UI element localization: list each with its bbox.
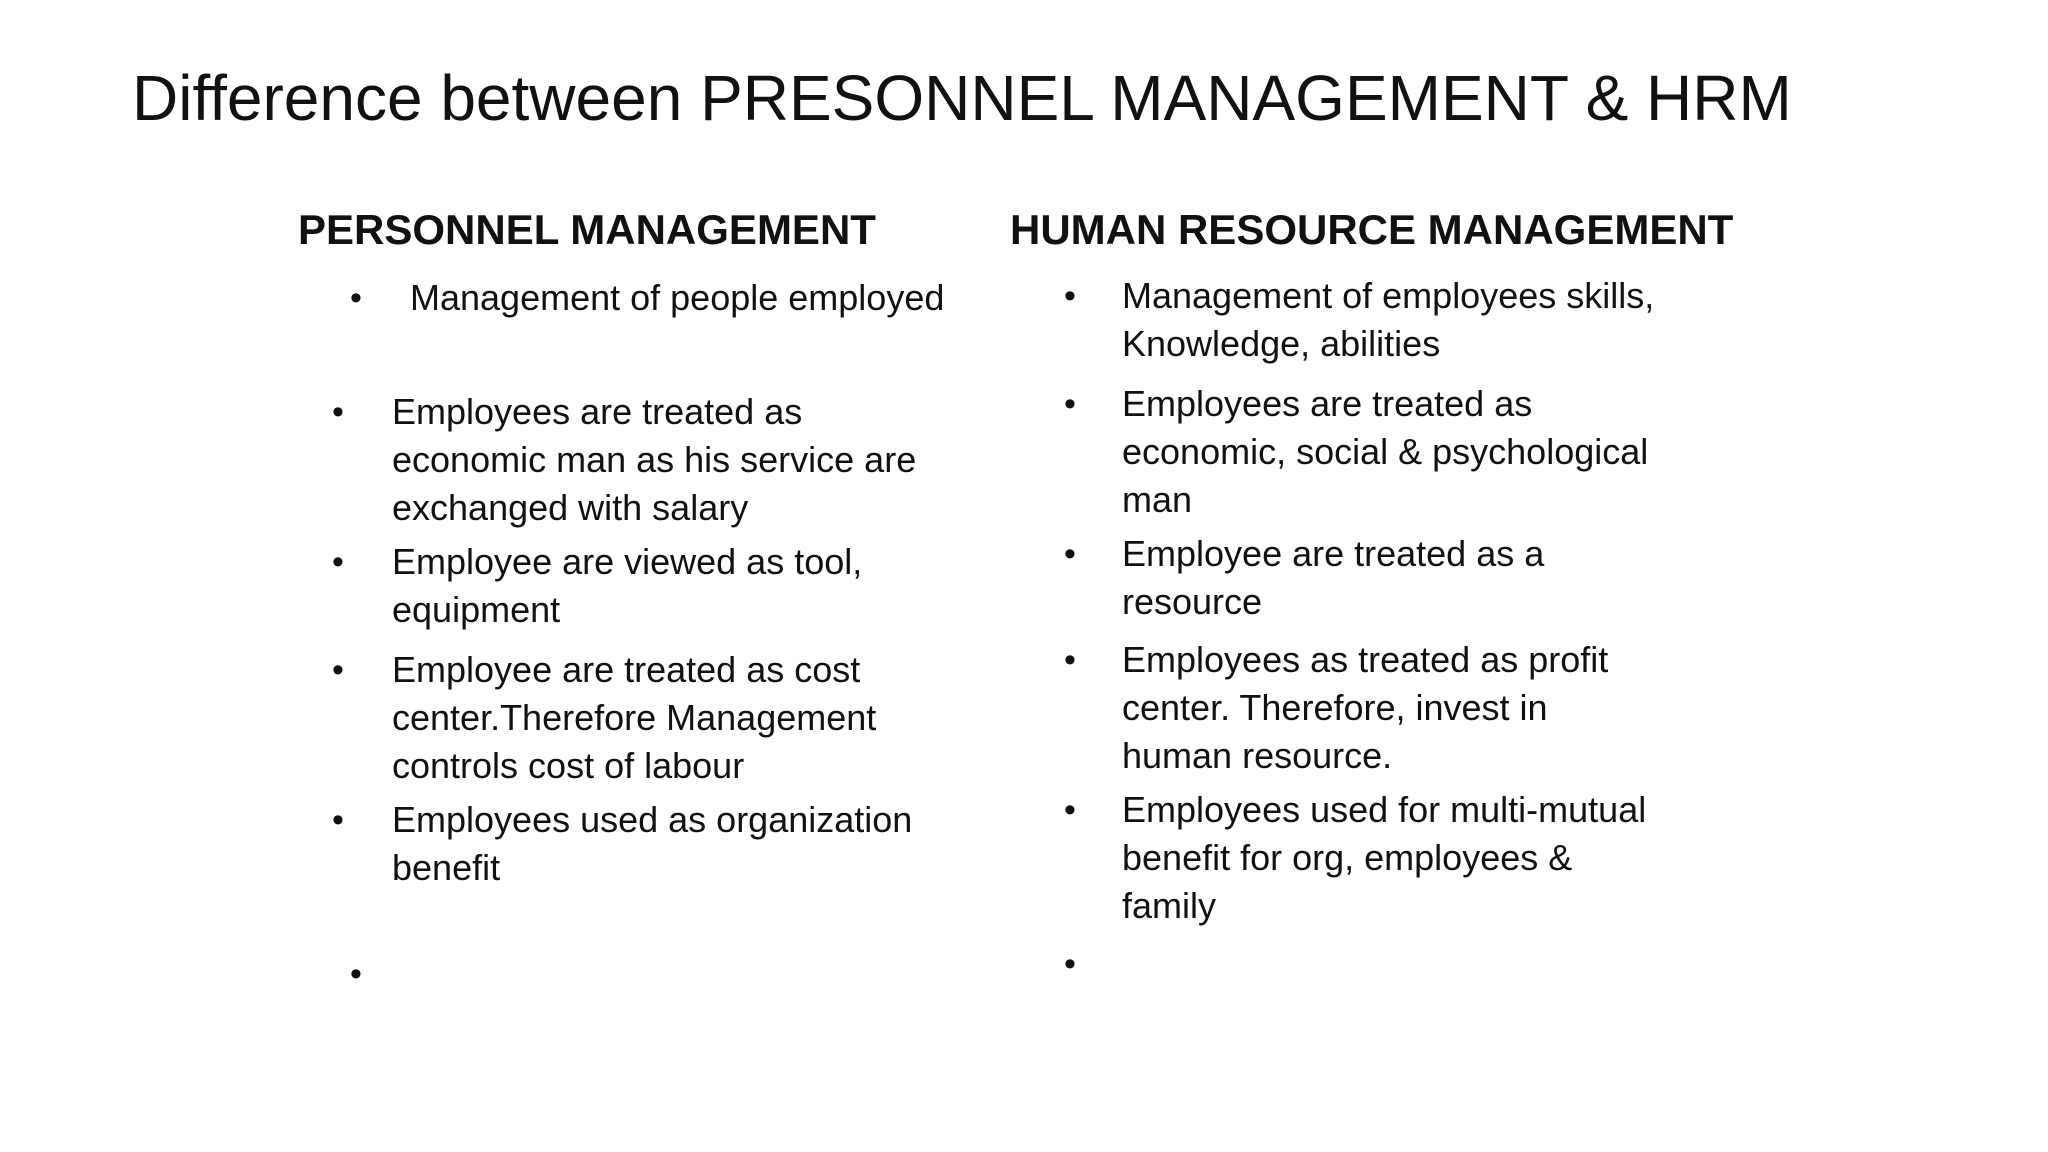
- bullet-icon: •: [1064, 535, 1076, 573]
- bullet-icon: •: [1064, 385, 1076, 423]
- bullet-icon: •: [350, 279, 362, 317]
- bullet-icon: •: [1064, 791, 1076, 829]
- personnel-management-heading: PERSONNEL MANAGEMENT: [298, 206, 876, 253]
- hrm-heading: HUMAN RESOURCE MANAGEMENT: [1010, 206, 1734, 253]
- bullet-icon: •: [332, 543, 344, 581]
- bullet-icon: •: [332, 801, 344, 839]
- bullet-icon: •: [350, 955, 362, 993]
- bullet-icon: •: [1064, 641, 1076, 679]
- hrm-bullet-1-text: Management of employees skills, Knowledge, abilities: [1122, 275, 1655, 364]
- hrm-bullet-5-text: Employees used for multi-mutual benefit for org, employees & family: [1122, 789, 1647, 926]
- pm-bullet-1-text: Management of people employed: [410, 277, 945, 318]
- pm-bullet-2-text: Employees are treated as economic man as his service are exchanged with salary: [392, 391, 917, 528]
- pm-bullet-5-text: Employees used as organization benefit: [392, 799, 913, 888]
- bullet-icon: •: [332, 393, 344, 431]
- hrm-bullet-4-text: Employees as treated as profit center. Therefore, invest in human resource.: [1122, 639, 1609, 776]
- hrm-bullet-2-text: Employees are treated as economic, social & psychological man: [1122, 383, 1649, 520]
- bullet-icon: •: [332, 651, 344, 689]
- bullet-icon: •: [1064, 945, 1076, 983]
- slide-title: Difference between PRESONNEL MANAGEMENT & HRM: [132, 62, 1792, 134]
- pm-bullet-4-text: Employee are treated as cost center.Therefore Management controls cost of labour: [392, 649, 877, 786]
- hrm-bullet-3-text: Employee are treated as a resource: [1122, 533, 1545, 622]
- bullet-icon: •: [1064, 277, 1076, 315]
- pm-bullet-3-text: Employee are viewed as tool, equipment: [392, 541, 863, 630]
